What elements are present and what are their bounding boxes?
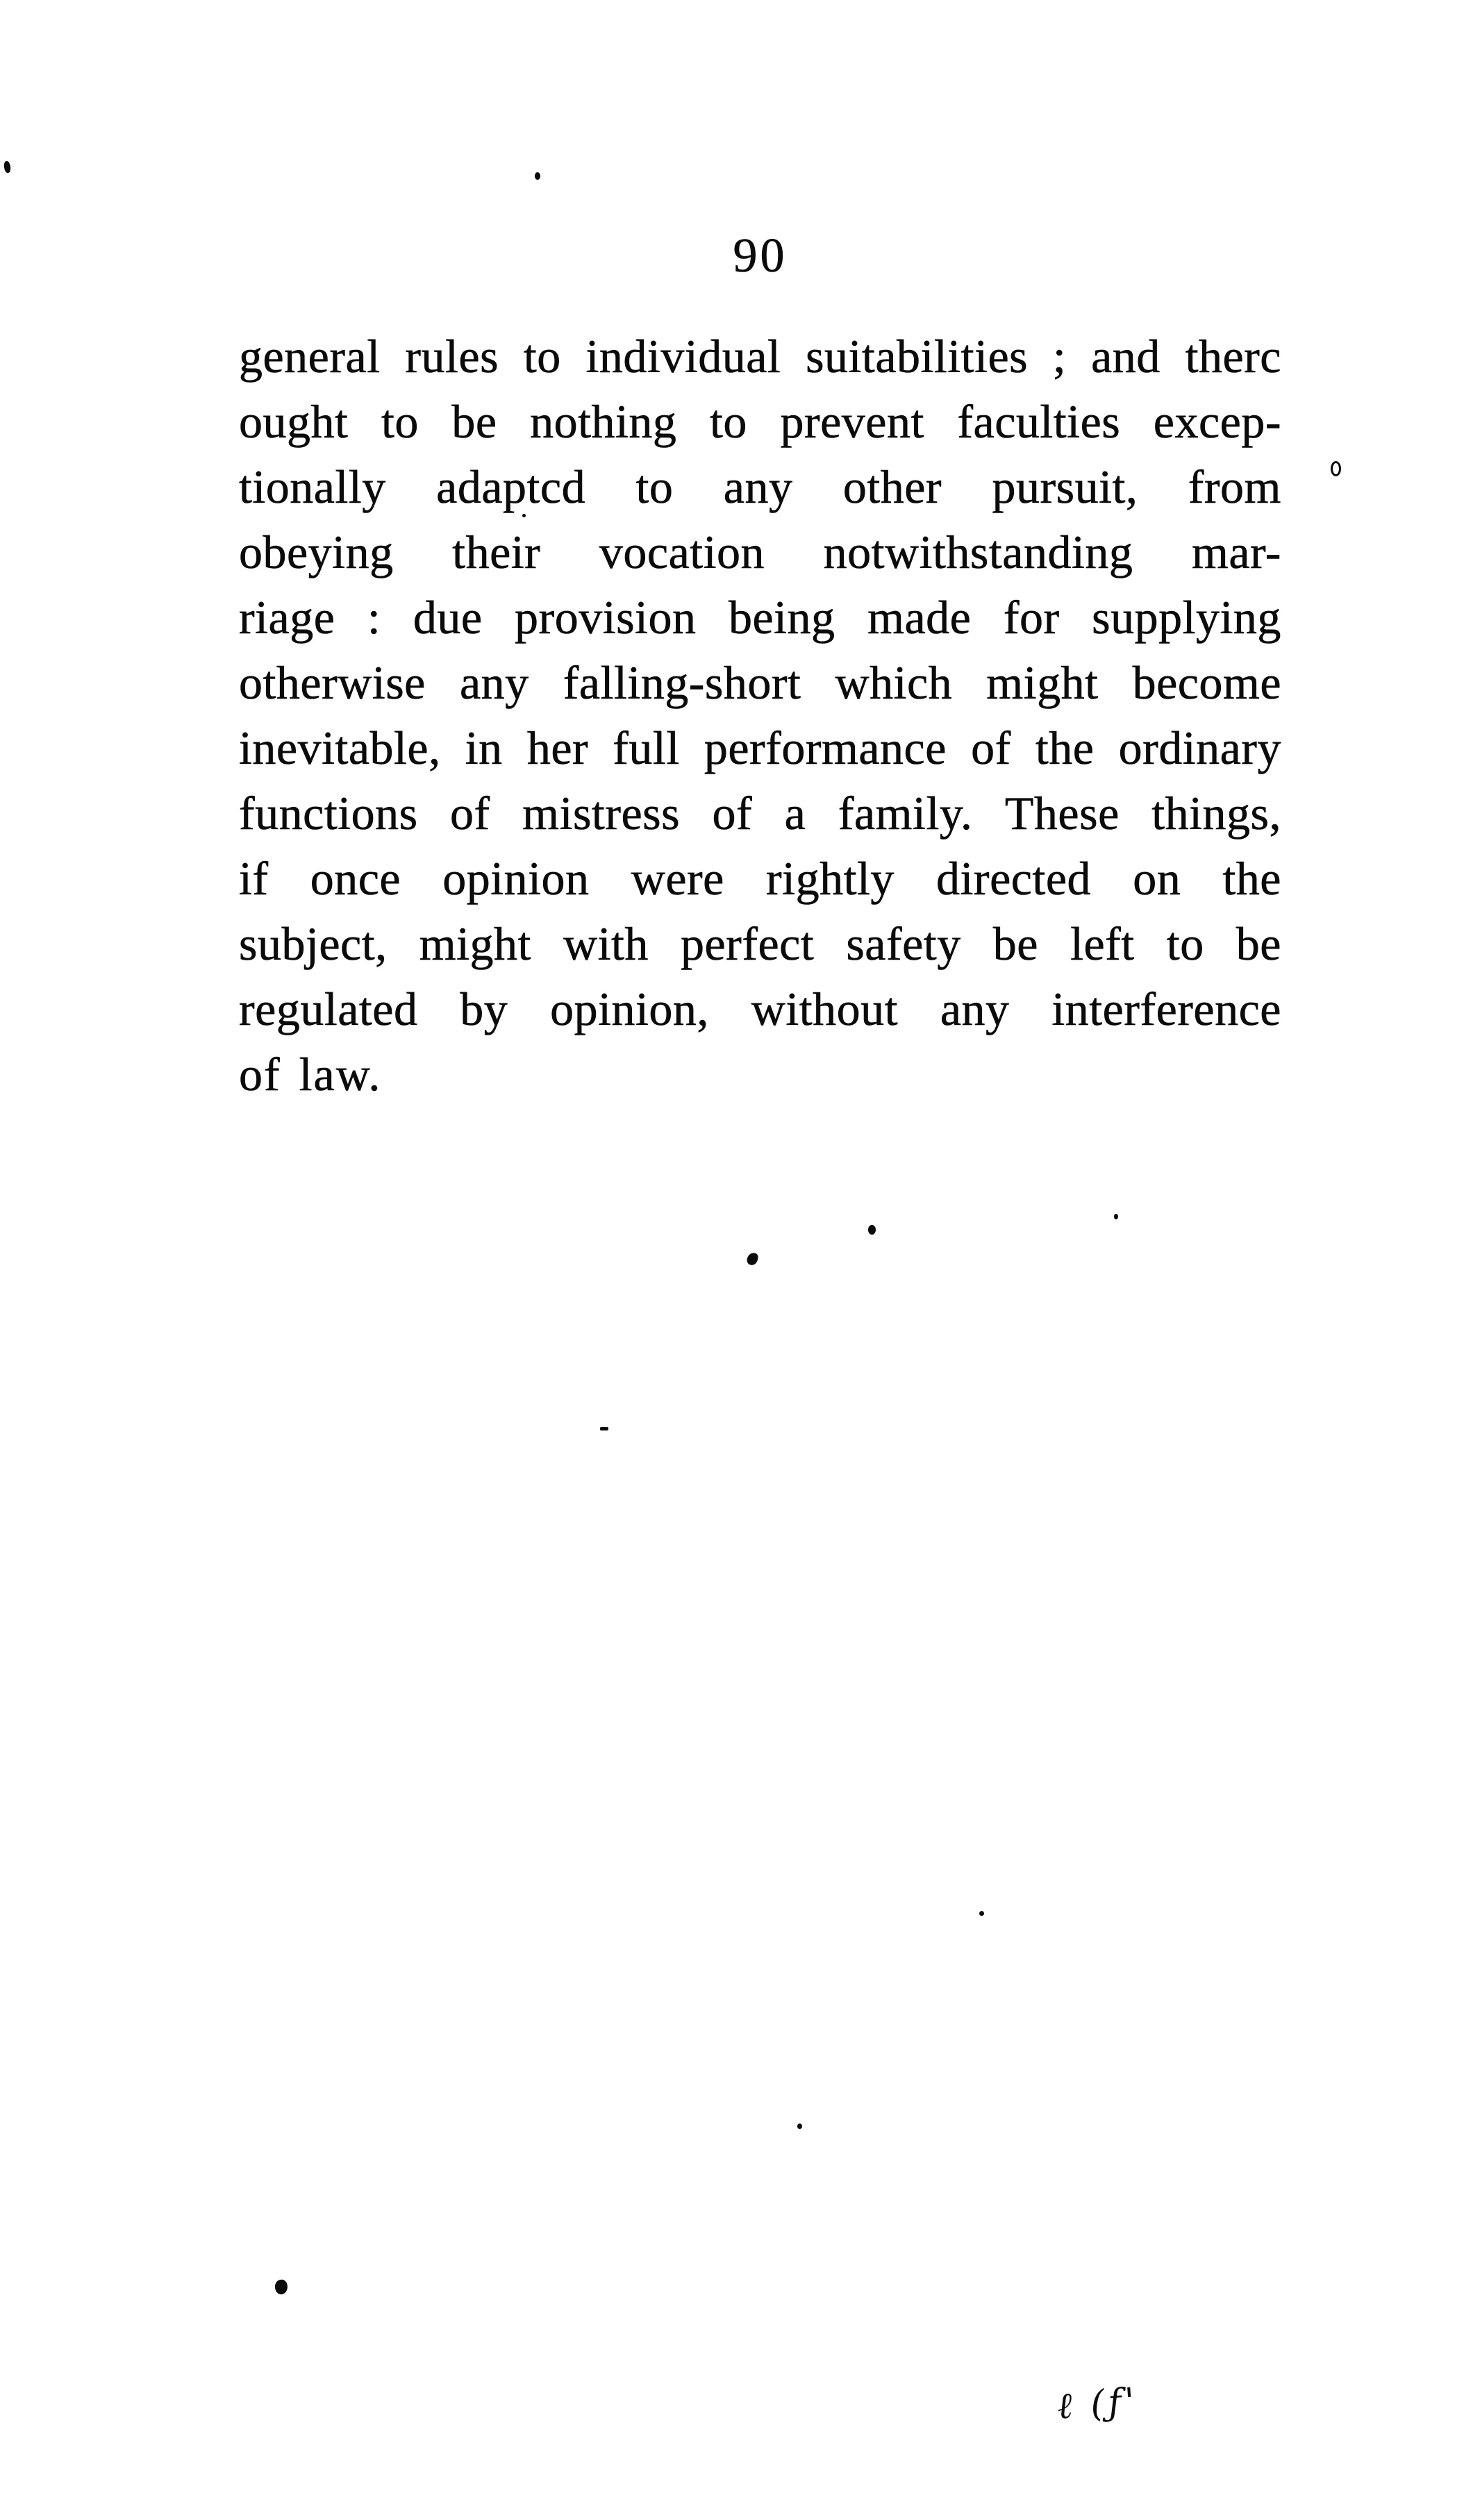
word: for xyxy=(1003,591,1060,644)
word: functions xyxy=(239,787,418,840)
word: otherwise xyxy=(239,656,426,709)
word: full xyxy=(613,721,680,774)
word: rules xyxy=(405,330,499,383)
word: mar- xyxy=(1191,526,1281,578)
word: the xyxy=(1222,852,1281,905)
word: in xyxy=(465,721,503,774)
ink-ring-right-margin xyxy=(1331,461,1341,476)
text-line-9 xyxy=(239,846,1281,911)
ink-speck-top xyxy=(535,172,540,180)
word: general xyxy=(239,330,381,383)
word: with xyxy=(563,917,649,970)
word: therc xyxy=(1185,330,1281,383)
ink-dash xyxy=(600,1427,608,1430)
ink-blob-bottom-left xyxy=(274,2279,288,2296)
word: be xyxy=(451,395,497,448)
handwritten-mark: ℓ (ƒ' xyxy=(1056,2380,1140,2428)
body-text xyxy=(239,324,1281,1107)
word: her xyxy=(526,721,589,774)
word: to xyxy=(635,460,674,513)
word: perfect xyxy=(681,917,815,970)
word: mistress xyxy=(522,787,681,840)
word: subject, xyxy=(239,917,388,970)
word: were xyxy=(631,852,724,905)
ink-speck-lower-b xyxy=(797,2123,802,2129)
text-line-5 xyxy=(239,585,1281,650)
word: suitabilities xyxy=(806,330,1029,383)
word: to xyxy=(381,395,419,448)
word: any xyxy=(723,460,793,513)
word: prevent xyxy=(780,395,924,448)
word: inevitable, xyxy=(239,721,441,774)
ink-blob-mid xyxy=(746,1251,759,1266)
word: adaptcd xyxy=(436,460,586,513)
word: might xyxy=(419,917,531,970)
text-line-2 xyxy=(239,389,1281,454)
word: performance xyxy=(704,721,947,774)
ink-speck-mid xyxy=(868,1225,876,1235)
word: opinion, xyxy=(550,983,709,1035)
word: without xyxy=(751,983,899,1035)
word: to xyxy=(709,395,747,448)
word: to xyxy=(1166,917,1204,970)
text-line-11 xyxy=(239,976,1281,1042)
word: excep- xyxy=(1153,395,1281,448)
word: tionally xyxy=(239,460,386,513)
word: become xyxy=(1132,656,1281,709)
word: by xyxy=(460,983,508,1035)
word: opinion xyxy=(442,852,590,905)
word: being xyxy=(728,591,835,644)
word: things, xyxy=(1151,787,1281,840)
word: made xyxy=(867,591,972,644)
word: from xyxy=(1188,460,1281,513)
word: of xyxy=(239,1048,281,1101)
word: which xyxy=(835,656,953,709)
word: of xyxy=(971,721,1011,774)
text-line-10 xyxy=(239,911,1281,976)
word: on xyxy=(1133,852,1181,905)
word: falling-short xyxy=(563,656,801,709)
word: ; xyxy=(1052,330,1067,383)
text-line-3 xyxy=(239,454,1281,519)
ink-speck-left-edge xyxy=(3,160,11,173)
word: ordinary xyxy=(1118,721,1281,774)
word: once xyxy=(310,852,401,905)
ink-speck-lower-a xyxy=(979,1911,984,1916)
word: obeying xyxy=(239,526,394,578)
text-line-7 xyxy=(239,715,1281,781)
word: if xyxy=(239,852,269,905)
word: nothing xyxy=(530,395,677,448)
word: of xyxy=(450,787,490,840)
word: vocation xyxy=(599,526,765,578)
word: the xyxy=(1035,721,1095,774)
word: law. xyxy=(299,1048,382,1101)
word: faculties xyxy=(957,395,1121,448)
word: safety xyxy=(846,917,961,970)
word: directed xyxy=(936,852,1092,905)
word: pursuit, xyxy=(992,460,1138,513)
word: a xyxy=(784,787,806,840)
word: any xyxy=(940,983,1010,1035)
word: their xyxy=(452,526,541,578)
text-line-6 xyxy=(239,650,1281,715)
text-line-4 xyxy=(239,519,1281,585)
word: family. xyxy=(838,787,973,840)
word: might xyxy=(986,656,1099,709)
word: regulated xyxy=(239,983,418,1035)
word: rightly xyxy=(766,852,895,905)
ink-speck-mid-small xyxy=(1114,1214,1118,1219)
word: These xyxy=(1004,787,1120,840)
text-line-1 xyxy=(239,324,1281,389)
word: provision xyxy=(515,591,697,644)
word: and xyxy=(1091,330,1161,383)
word: due xyxy=(413,591,483,644)
word: ought xyxy=(239,395,349,448)
word: individual xyxy=(585,330,781,383)
word: be xyxy=(1236,917,1281,970)
text-line-8 xyxy=(239,781,1281,846)
word: to xyxy=(523,330,561,383)
page-number: 90 xyxy=(733,229,788,283)
word: of xyxy=(712,787,753,840)
word: supplying xyxy=(1092,591,1281,644)
word: left xyxy=(1070,917,1135,970)
word: be xyxy=(992,917,1038,970)
word: interference xyxy=(1051,983,1281,1035)
word: notwithstanding xyxy=(823,526,1133,578)
text-line-12 xyxy=(239,1042,1281,1107)
word: any xyxy=(459,656,529,709)
word: : xyxy=(367,591,381,644)
word: other xyxy=(842,460,942,513)
word: riage xyxy=(239,591,335,644)
